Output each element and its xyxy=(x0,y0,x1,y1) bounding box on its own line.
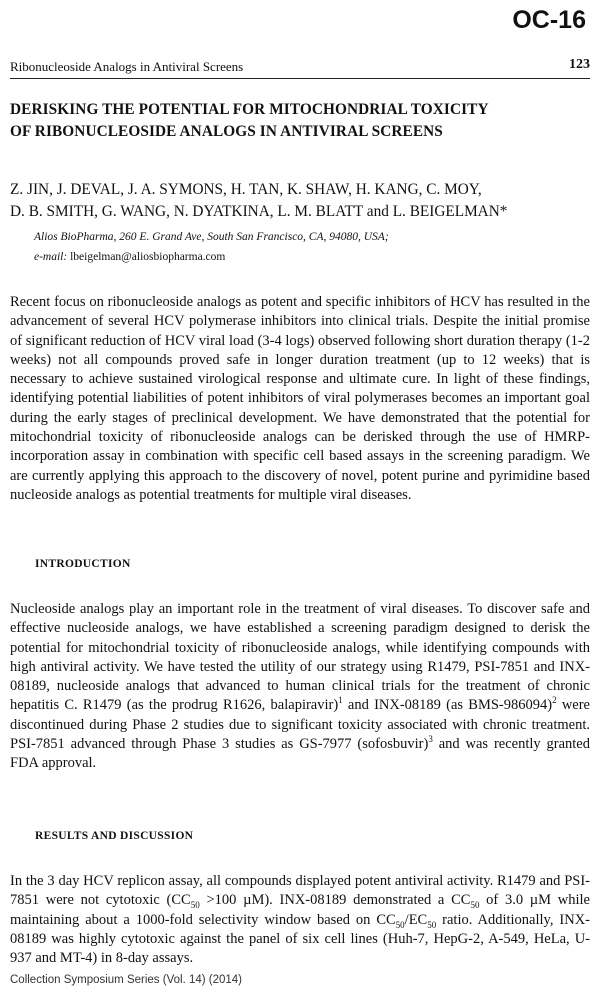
author-list xyxy=(10,179,590,223)
title-line: OF RIBONUCLEOSIDE ANALOGS IN ANTIVIRAL SCREENS xyxy=(10,123,443,140)
page-number: 123 xyxy=(569,57,590,72)
abstract-paragraph: Recent focus on ribonucleoside analogs as potent and specific inhibitors of HCV has resulted in the advancement of several HCV polymerase inhibitors into clinical trials. Despite the initial promise of significant reduction of HCV viral load (3-4 logs) observed following short duration therapy (1-2 weeks) not all compounds proved safe in longer duration treatment (up to 12 weeks) that is necessary to achieve sustained virological response and ultimate cure. In light of these findings, identifying potential liabilities of potent inhibitors of viral polymerases becomes an important goal during the early stages of preclinical development. We have demonstrated that the potential for mitochondrial toxicity of ribonucleoside analogs can be derisked through the use of HMRP-incorporation assay in combination with specific cell based assays in the screening paradigm. We are currently applying this approach to the discovery of novel, potent purine and pyrimidine based nucleoside analogs as potential treatments for multiple viral diseases. xyxy=(10,294,590,503)
reference-marker: 3 xyxy=(428,734,433,745)
results-text: ratio. Additionally, INX-08189 was highly cytotoxic against the panel of six cell lines (Huh-7, HepG-2, A-549, HeLa, U-937 and MT-4) in 8-day assays. xyxy=(10,911,590,967)
affiliation: Alios BioPharma, 260 E. Grand Ave, South San Francisco, CA, 94080, USA; xyxy=(34,231,389,243)
author-line: Z. JIN, J. DEVAL, J. A. SYMONS, H. TAN, K. SHAW, H. KANG, C. MOY, xyxy=(10,181,482,198)
page-footer: Collection Symposium Series (Vol. 14) (2014) xyxy=(10,974,243,986)
subscript: 50 xyxy=(427,919,437,930)
author-line: D. B. SMITH, G. WANG, N. DYATKINA, L. M. BLATT and L. BEIGELMAN* xyxy=(10,203,508,220)
running-header-title: Ribonucleoside Analogs in Antiviral Screens xyxy=(10,59,244,74)
results-paragraph xyxy=(10,872,590,968)
results-text: of 3.0 µM while maintaining about a 1000-fold selectivity window based on CC xyxy=(10,892,590,928)
reference-marker: 2 xyxy=(552,695,557,706)
introduction-heading: INTRODUCTION xyxy=(35,558,131,570)
running-header xyxy=(10,58,590,79)
intro-text: Nucleoside analogs play an important role in the treatment of viral diseases. To discover safe and effective nucleoside analogs, we have established a screening paradigm designed to derisk the potential for mitochondrial toxicity of ribonucleoside analogs, while identifying compounds with high antiviral activity. We have tested the utility of our strategy using R1479, PSI-7851 and INX-08189, nucleoside analogs that advanced to human clinical trials for the treatment of chronic hepatitis C. R1479 (as the prodrug R1626, balapiravir) xyxy=(10,601,590,714)
paper-title xyxy=(10,99,590,143)
results-heading: RESULTS AND DISCUSSION xyxy=(35,830,194,842)
subscript: 50 xyxy=(190,900,200,911)
email-address: lbeigelman@aliosbiopharma.com xyxy=(70,251,226,263)
results-text: /EC xyxy=(404,911,428,928)
email-line xyxy=(34,247,594,267)
results-text: >100 µM). INX-08189 demonstrated a CC xyxy=(199,892,471,909)
intro-text: and INX-08189 (as BMS-986094) xyxy=(342,697,553,714)
title-line: DERISKING THE POTENTIAL FOR MITOCHONDRIAL TOXICITY xyxy=(10,101,489,118)
reference-marker: 1 xyxy=(338,695,343,706)
intro-text: were discontinued during Phase 2 studies due to significant toxicity associated with chronic treatment. PSI-7851 advanced through Phase 3 studies as GS-7977 (sofosbuvir) xyxy=(10,697,590,753)
subscript: 50 xyxy=(470,900,480,911)
intro-text: and was recently granted FDA approval. xyxy=(10,736,590,772)
results-text: In the 3 day HCV replicon assay, all compounds displayed potent antiviral activity. R1479 and PSI-7851 were not cytotoxic (CC xyxy=(10,873,590,909)
affiliation-block xyxy=(34,227,594,267)
email-label: e-mail: xyxy=(34,251,68,263)
abstract-code: OC-16 xyxy=(512,6,586,34)
introduction-paragraph xyxy=(10,600,590,774)
subscript: 50 xyxy=(395,919,405,930)
